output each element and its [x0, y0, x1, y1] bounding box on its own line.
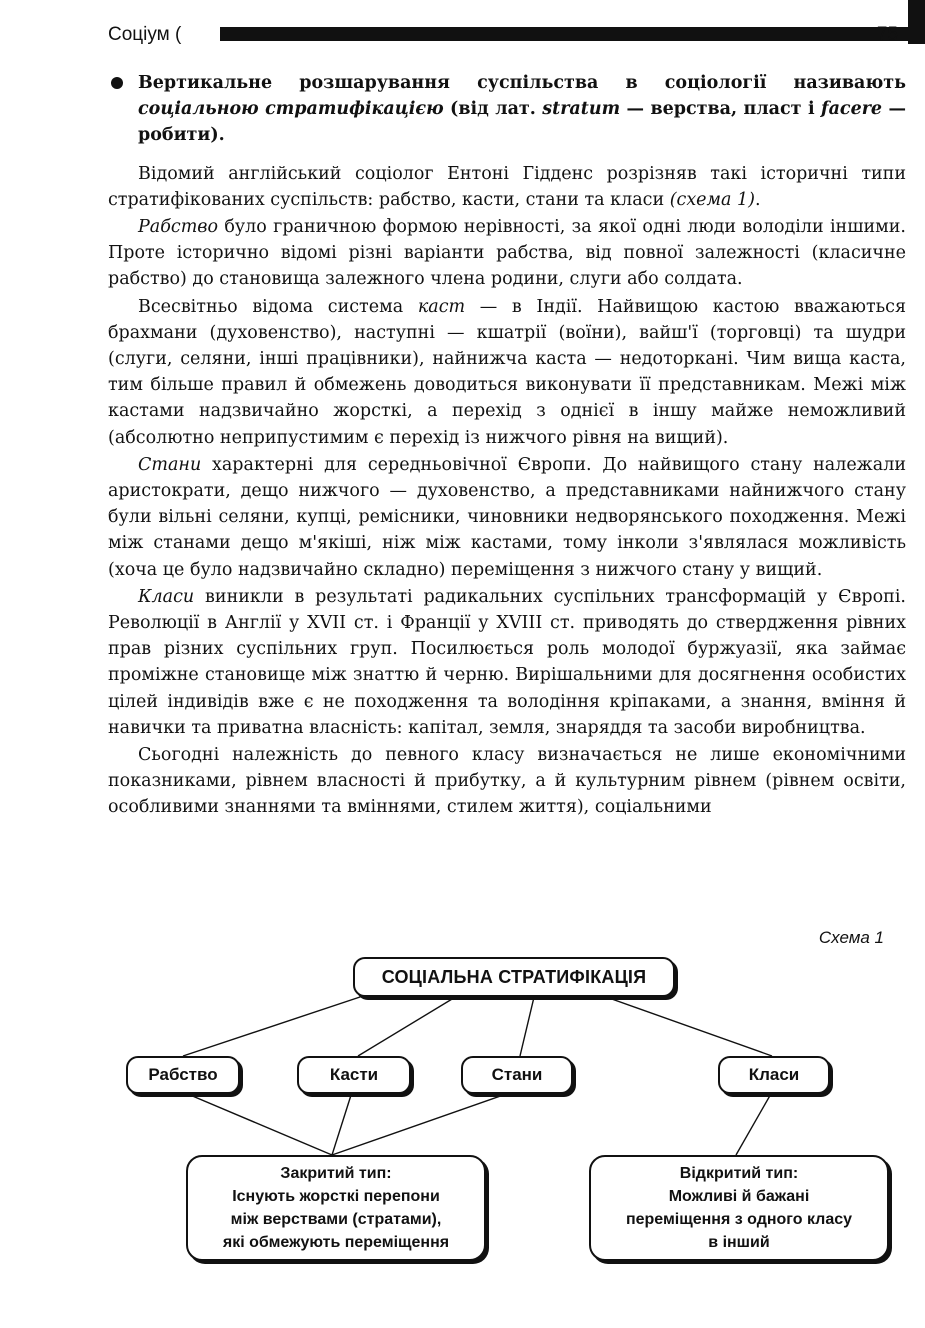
scheme-node-estates: Стани: [461, 1056, 573, 1094]
scheme-node-classes: Класи: [718, 1056, 830, 1094]
paragraph-text: характерні для середньовічної Європи. До найвищого стану належали аристократи, дещо нижчого — духовенство, а представниками найнижчого стану були вільні селяни, купці, ремісники, чиновники недворянського походження. Межі між станами дещо м'якіші, ніж між кастами, тому інколи з'являлася можливість (хоча це було надзвичайно складно) переміщення з нижчого стану у вищий.: [108, 454, 906, 580]
bullet-term: соціальною стратифікацією: [138, 99, 444, 120]
bullet-text-4: — робити).: [138, 99, 906, 146]
scheme-label: Схема 1: [818, 928, 884, 947]
connector-root-estates: [520, 993, 535, 1056]
paragraph-text: Сьогодні належність до певного класу визначається не лише економічними показниками, рівнем власності й прибутку, а й культурним рівнем (рівнем освіти, особливими знаннями та вміннями, стилем життя), соціальними: [108, 745, 906, 818]
header-title: Соціум (: [108, 24, 182, 45]
open-type-title: Відкритий тип:: [679, 1165, 799, 1182]
scheme-node-slavery: Рабство: [126, 1056, 240, 1094]
connector-root-castes: [358, 993, 462, 1056]
paragraph-text: Всесвітньо відома система: [138, 296, 418, 317]
term-castes: каст: [417, 296, 466, 317]
paragraph-text: було граничною формою нерівності, за якої одні люди володіли іншими. Проте історично відомі різні варіанти рабства, від повної залежності (класичне рабство) до становища залежного члена родини, слуги або солдата.: [108, 217, 906, 290]
closed-type-description: Існують жорсткі перепони між верствами (стратами), які обмежують переміщення: [222, 1188, 450, 1251]
bullet-text-3: — верства, пласт і: [620, 99, 822, 120]
scheme-closed-type: [186, 1155, 486, 1261]
connector-slavery-closed: [183, 1092, 332, 1155]
term-classes: Класи: [138, 586, 195, 607]
bullet-text-2: (від лат.: [443, 99, 543, 120]
scheme-node-castes: Касти: [297, 1056, 411, 1094]
scheme-open-type: [589, 1155, 889, 1261]
scheme-root-node: СОЦІАЛЬНА СТРАТИФІКАЦІЯ: [353, 957, 675, 997]
page-number: 75: [876, 24, 898, 45]
latin-word-facere: facere: [821, 99, 883, 120]
paragraph-text: виникли в результаті радикальних суспільних трансформацій у Європі. Революції в Англії у XVII ст. і Франції у XVIII ст. приводять до ствердження рівних прав різних суспільних груп. Посилюється роль молодої буржуазії, яка займає проміжне становище між знаттю й черню. Вирішальними для досягнення особистих цілей індивідів вже є не походження та володіння кріпаками, а знання, вміння й навички та приватна власність: капітал, земля, знаряддя та засоби виробництва.: [108, 586, 906, 738]
paragraph-text: Відомий англійський соціолог Ентоні Гідденс розрізняв такі історичні типи стратифікованих суспільств: рабство, касти, стани та класи: [108, 163, 906, 210]
paragraph-end: .: [755, 189, 761, 210]
connector-classes-open: [736, 1092, 772, 1155]
connector-castes-closed: [332, 1092, 352, 1155]
term-estates: Стани: [138, 454, 202, 475]
latin-word-stratum: stratum: [542, 99, 621, 120]
connector-estates-closed: [332, 1092, 512, 1155]
connector-root-slavery: [183, 993, 372, 1056]
scheme-reference: (схема 1): [669, 189, 756, 210]
term-slavery: Рабство: [138, 217, 219, 238]
closed-type-title: Закритий тип:: [280, 1165, 392, 1182]
open-type-description: Можливі й бажані переміщення з одного класу в інший: [625, 1188, 853, 1251]
connector-root-classes: [595, 993, 772, 1056]
bullet-text: Вертикальне розшарування суспільства в соціології називають: [138, 73, 906, 93]
paragraph-text: — в Індії. Найвищою кастою вважаються брахмани (духовенство), наступні — кшатрії (воїни), вайш'ї (торговці) та шудри (слуги, селяни, інші працівники), найнижча каста — недоторкані. Чим вища каста, тим більше правил й обмежень доводиться виконувати її представникам. Межі між кастами надзвичайно жорсткі, а перехід з однієї в іншу майже неможливий (абсолютно неприпустимим є перехід із нижчого рівня на вищий).: [108, 296, 906, 448]
